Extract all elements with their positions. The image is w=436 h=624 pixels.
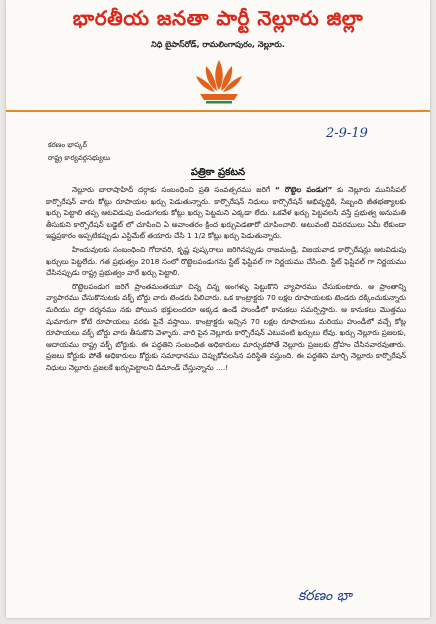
lotus-logo-icon — [192, 56, 246, 106]
sender-role: రాష్ట్ర కార్యవర్గసభ్యులు — [48, 154, 111, 162]
handwritten-signature: కరణం భా — [298, 588, 352, 604]
festival-name: “ రొట్టెల పండుగ” — [275, 185, 333, 194]
press-release-body — [46, 184, 406, 376]
press-release-title: పత్రికా ప్రకటన — [190, 167, 246, 178]
letterhead-address: నిధి బైపాస్‌రోడ్, రామలింగాపురం, నెల్లూరు. — [151, 40, 285, 49]
paragraph-2 — [46, 244, 406, 279]
paragraph-1-rest: కు నెల్లూరు మునిసిపల్ కార్పొరేషన్ వారు కోట్లు రూపాయల ఖర్చు పెడుతున్నారు. కార్పొరేషన్ నిధులు కార్పొరేషన్ అభివృద్ధికి, సిబ్బంది జీతభత్యాలకు ఖర్చు పెట్టాలి తప్ప ఆటవిడుపు పండుగలకు కోట్లు ఖర్చు పెట్టమని ఎక్కడా లేదు. ఒకవేళ ఖర్చు పెట్టవలసి వస్తే ప్రభుత్వ అనుమతి తీసుకుని కార్పొరేషన్ బడ్జెట్ లో చూపించి ఏ అవాంతరం క్రింద ఖర్చుపెడతారో చూపించాలి. అటువంటి వివరములు ఏమీ లేకుండా ఇష్టప్రకారం అప్పటికప్పుడు ఎస్టిమేట్ తయారు చేసి 1 1/2 కోట్లు ఖర్చు పెడుతున్నారు. — [46, 185, 406, 241]
letterhead-title: భారతీయ జనతా పార్టీ నెల్లూరు జిల్లా — [72, 6, 364, 30]
handwritten-date: 2-9-19 — [326, 126, 368, 141]
press-release-page — [6, 0, 430, 618]
paragraph-1 — [46, 184, 406, 242]
paragraph-3 — [46, 281, 406, 374]
paragraph-2-text: హిందువులకు సంబంధించి గోదావరి, కృష్ణ పుష్కరాలు జరిగినప్పుడు రాజమండ్రి, విజయవాడ కార్పొరేషన్లు ఆటవిడుపు ఖర్చులు పెట్టలేదు. గత ప్రభుత్వం 2018 సంలో రొట్టెలపండుగను స్టేట్ ఫెస్టివల్ గా నిర్ణయము చేసింది. స్టేట్ ఫెస్టివల్ గా నిర్ణయము చేసినప్పుడు రాష్ట్ర ప్రభుత్వం వారే ఖర్చు పెట్టాలి. — [46, 244, 406, 278]
sender-name: కరణం భాస్కర్ — [48, 141, 87, 149]
paragraph-3-text: రొట్టెలపండుగ జరిగే ప్రాంతమంతయూ చిన్న చిన్న అంగళ్ళు పెట్టుకొని వ్యాపారము చేసుకుంటారు. ఆ ప్రాంతాన్ని వ్యాపారము చేసుకొనుటకు వక్ఫ్ బోర్డు వారు టెండరు పిలిచారు. ఒక కాంట్రాక్టరు 70 లక్షల రూపాయలకు టెండరు దక్కించుకున్నారు మరియు దర్గా దర్శనము నకు పోయిన భక్తులందరూ అక్కడ ఉండే హుండీలో కానుకలు సమర్పిస్తారు. ఆ కానుకలు మొత్తము షుమారుగా కోటి రూపాయలు వరకు పైనే వస్తాయి. కాంట్రాక్టరు ఇచ్చిన 70 లక్షల రూపాయలు మరియు హుండీలో వచ్చే కోట్ల రూపాయలు వక్ఫ్ బోర్డు వారు తీసుకొని వెళ్ళారు. వారి పైన నెల్లూరు కార్పొరేషన్ ఎటువంటి ఖర్చులు లేవు. ఖర్చు నెల్లూరు ప్రజలకు, ఆదాయము రాష్ట్ర వక్ఫ్ బోర్డుకు. ఈ పద్ధతిని సంబంధిత అధికారులు మార్చుకపోతే నెల్లూరు ప్రజలకు ద్రోహం చేసినవారవుతారు. ప్రజలు కోర్టుకు పోతే అధికారులు కోర్టుకు సమాధానము చెప్పుకోవలసిన పరిస్థితి వస్తుంది. ఈ పద్ధతిని మార్చి నెల్లూరు కార్పొరేషన్ నిధులు నెల్లూరు ప్రజలకే ఖర్చుపెట్టాలని డిమాండ్ చేస్తున్నాను ....! — [46, 281, 406, 372]
paragraph-1-lead: నెల్లూరు బారాషాహిద్ దర్గాకు సంబంధించి ప్రతి సంవత్సరము జరిగే — [72, 185, 271, 194]
header-divider — [6, 110, 430, 112]
press-release-heading — [6, 166, 430, 180]
